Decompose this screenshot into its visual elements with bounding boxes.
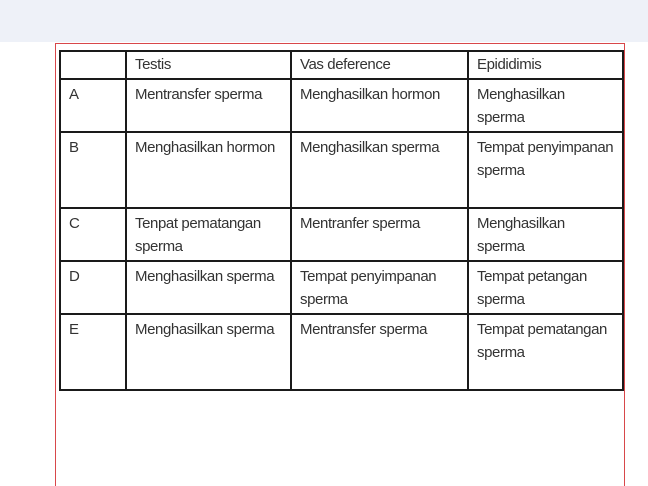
- option-label: C: [60, 208, 126, 261]
- table-row-c: [60, 208, 623, 261]
- cell-vas-deference: Menghasilkan hormon: [291, 79, 468, 132]
- cell-epididimis: Menghasilkan sperma: [468, 79, 623, 132]
- table-row-e: [60, 314, 623, 390]
- header-cell-empty: [60, 51, 126, 79]
- option-label: A: [60, 79, 126, 132]
- table-row-a: [60, 79, 623, 132]
- top-band: [0, 0, 648, 42]
- cell-testis: Menghasilkan sperma: [126, 314, 291, 390]
- header-cell-epididimis: Epididimis: [468, 51, 623, 79]
- cell-vas-deference: Mentransfer sperma: [291, 314, 468, 390]
- cell-epididimis: Tempat penyimpanan sperma: [468, 132, 623, 208]
- table-row-b: [60, 132, 623, 208]
- option-label: B: [60, 132, 126, 208]
- cell-testis: Menghasilkan hormon: [126, 132, 291, 208]
- option-label: D: [60, 261, 126, 314]
- cell-testis: Mentransfer sperma: [126, 79, 291, 132]
- cell-vas-deference: Tempat penyimpanan sperma: [291, 261, 468, 314]
- table-header-row: [60, 51, 623, 79]
- cell-testis: Menghasilkan sperma: [126, 261, 291, 314]
- option-label: E: [60, 314, 126, 390]
- answer-table: [59, 50, 624, 391]
- cell-epididimis: Tempat petangan sperma: [468, 261, 623, 314]
- header-cell-testis: Testis: [126, 51, 291, 79]
- cell-epididimis: Tempat pematangan sperma: [468, 314, 623, 390]
- cell-vas-deference: Mentranfer sperma: [291, 208, 468, 261]
- cell-epididimis: Menghasilkan sperma: [468, 208, 623, 261]
- table-row-d: [60, 261, 623, 314]
- cell-vas-deference: Menghasilkan sperma: [291, 132, 468, 208]
- cell-testis: Tenpat pematangan sperma: [126, 208, 291, 261]
- header-cell-vas-deference: Vas deference: [291, 51, 468, 79]
